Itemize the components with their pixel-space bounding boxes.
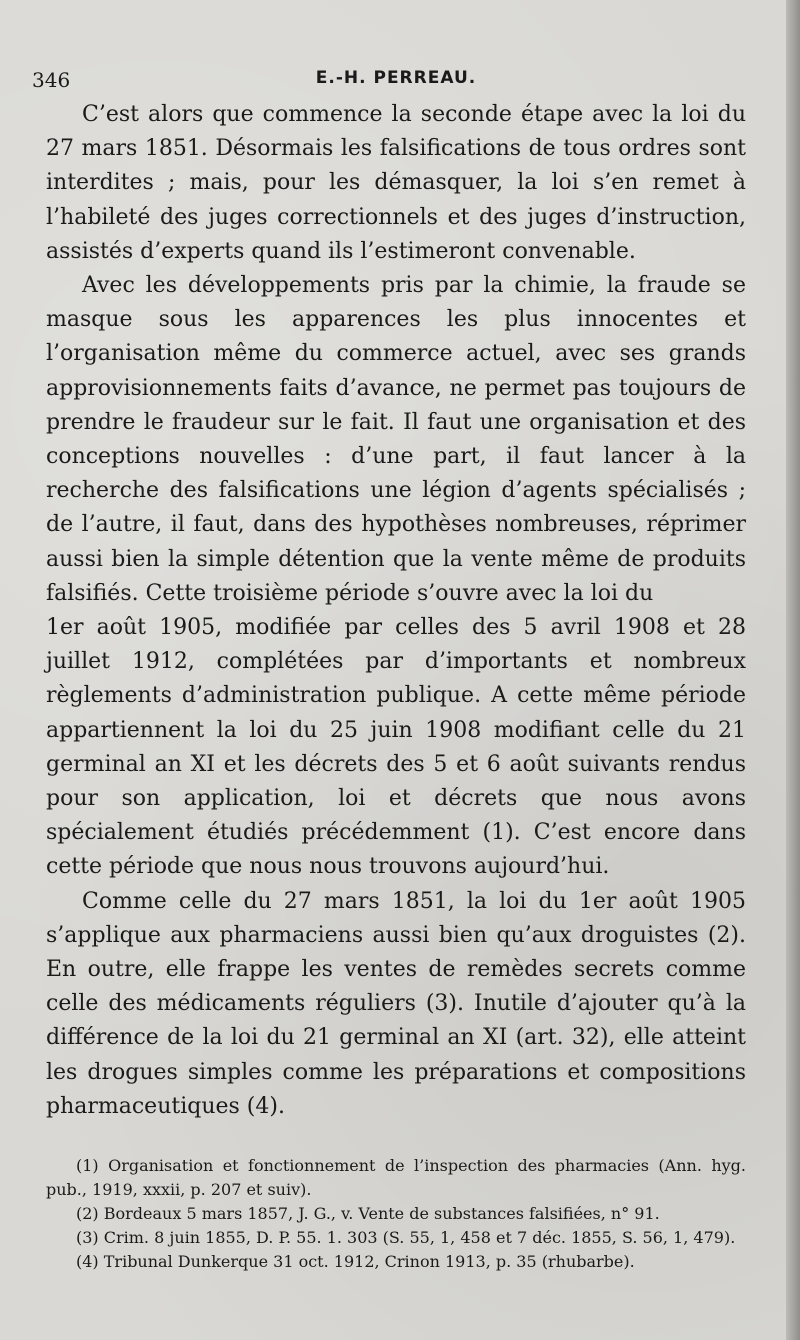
footnote: (1) Organisation et fonctionnement de l’inspection des pharmacies (Ann. hyg. pub., 1919, xxxii, p. 207 et suiv). <box>46 1156 746 1200</box>
page-edge-shadow <box>786 0 800 1340</box>
running-head: E.-H. PERREAU. <box>315 68 477 88</box>
paragraph: Comme celle du 27 mars 1851, la loi du 1er août 1905 s’applique aux pharmaciens aussi bien qu’aux droguistes (2). En outre, elle frappe les ventes de remèdes secrets comme celle des médicaments réguliers (3). Inutile d’ajouter qu’à la différence de la loi du 21 germinal an XI (art. 32), elle atteint les drogues simples comme les préparations et compositions pharmaceutiques (4). <box>46 888 746 1119</box>
footnote: (2) Bordeaux 5 mars 1857, J. G., v. Vente de substances falsifiées, n° 91. <box>76 1204 660 1224</box>
footnote: (3) Crim. 8 juin 1855, D. P. 55. 1. 303 (S. 55, 1, 458 et 7 déc. 1855, S. 56, 1, 479). <box>76 1228 736 1248</box>
footnotes <box>46 1154 746 1274</box>
page-header <box>32 62 746 98</box>
book-page <box>32 62 746 1274</box>
page-number: 346 <box>32 68 71 92</box>
paragraph: C’est alors que commence la seconde étape avec la loi du 27 mars 1851. Désormais les falsifications de tous ordres sont interdites ; mais, pour les démasquer, la loi s’en remet à l’habileté des juges correctionnels et des juges d’instruction, assistés d’experts quand ils l’estimeront convenable. <box>46 102 746 264</box>
footnote: (4) Tribunal Dunkerque 31 oct. 1912, Crinon 1913, p. 35 (rhubarbe). <box>76 1252 635 1272</box>
paragraph: 1er août 1905, modifiée par celles des 5 avril 1908 et 28 juillet 1912, complétées par d’importants et nombreux règlements d’administration publique. A cette même période appartiennent la loi du 25 juin 1908 modifiant celle du 21 germinal an XI et les décrets des 5 et 6 août suivants rendus pour son application, loi et décrets que nous avons spécialement étudiés précédemment (1). C’est encore dans cette période que nous nous trouvons aujourd’hui. <box>46 615 746 880</box>
paragraph: Avec les développements pris par la chimie, la fraude se masque sous les apparences les plus innocentes et l’organisation même du commerce actuel, avec ses grands approvisionnements faits d’avance, ne permet pas toujours de prendre le fraudeur sur le fait. Il faut une organisation et des conceptions nouvelles : d’une part, il faut lancer à la recherche des falsifications une légion d’agents spécialisés ; de l’autre, il faut, dans des hypothèses nombreuses, réprimer aussi bien la simple détention que la vente même de produits falsifiés. Cette troisième période s’ouvre avec la loi du <box>46 273 746 606</box>
